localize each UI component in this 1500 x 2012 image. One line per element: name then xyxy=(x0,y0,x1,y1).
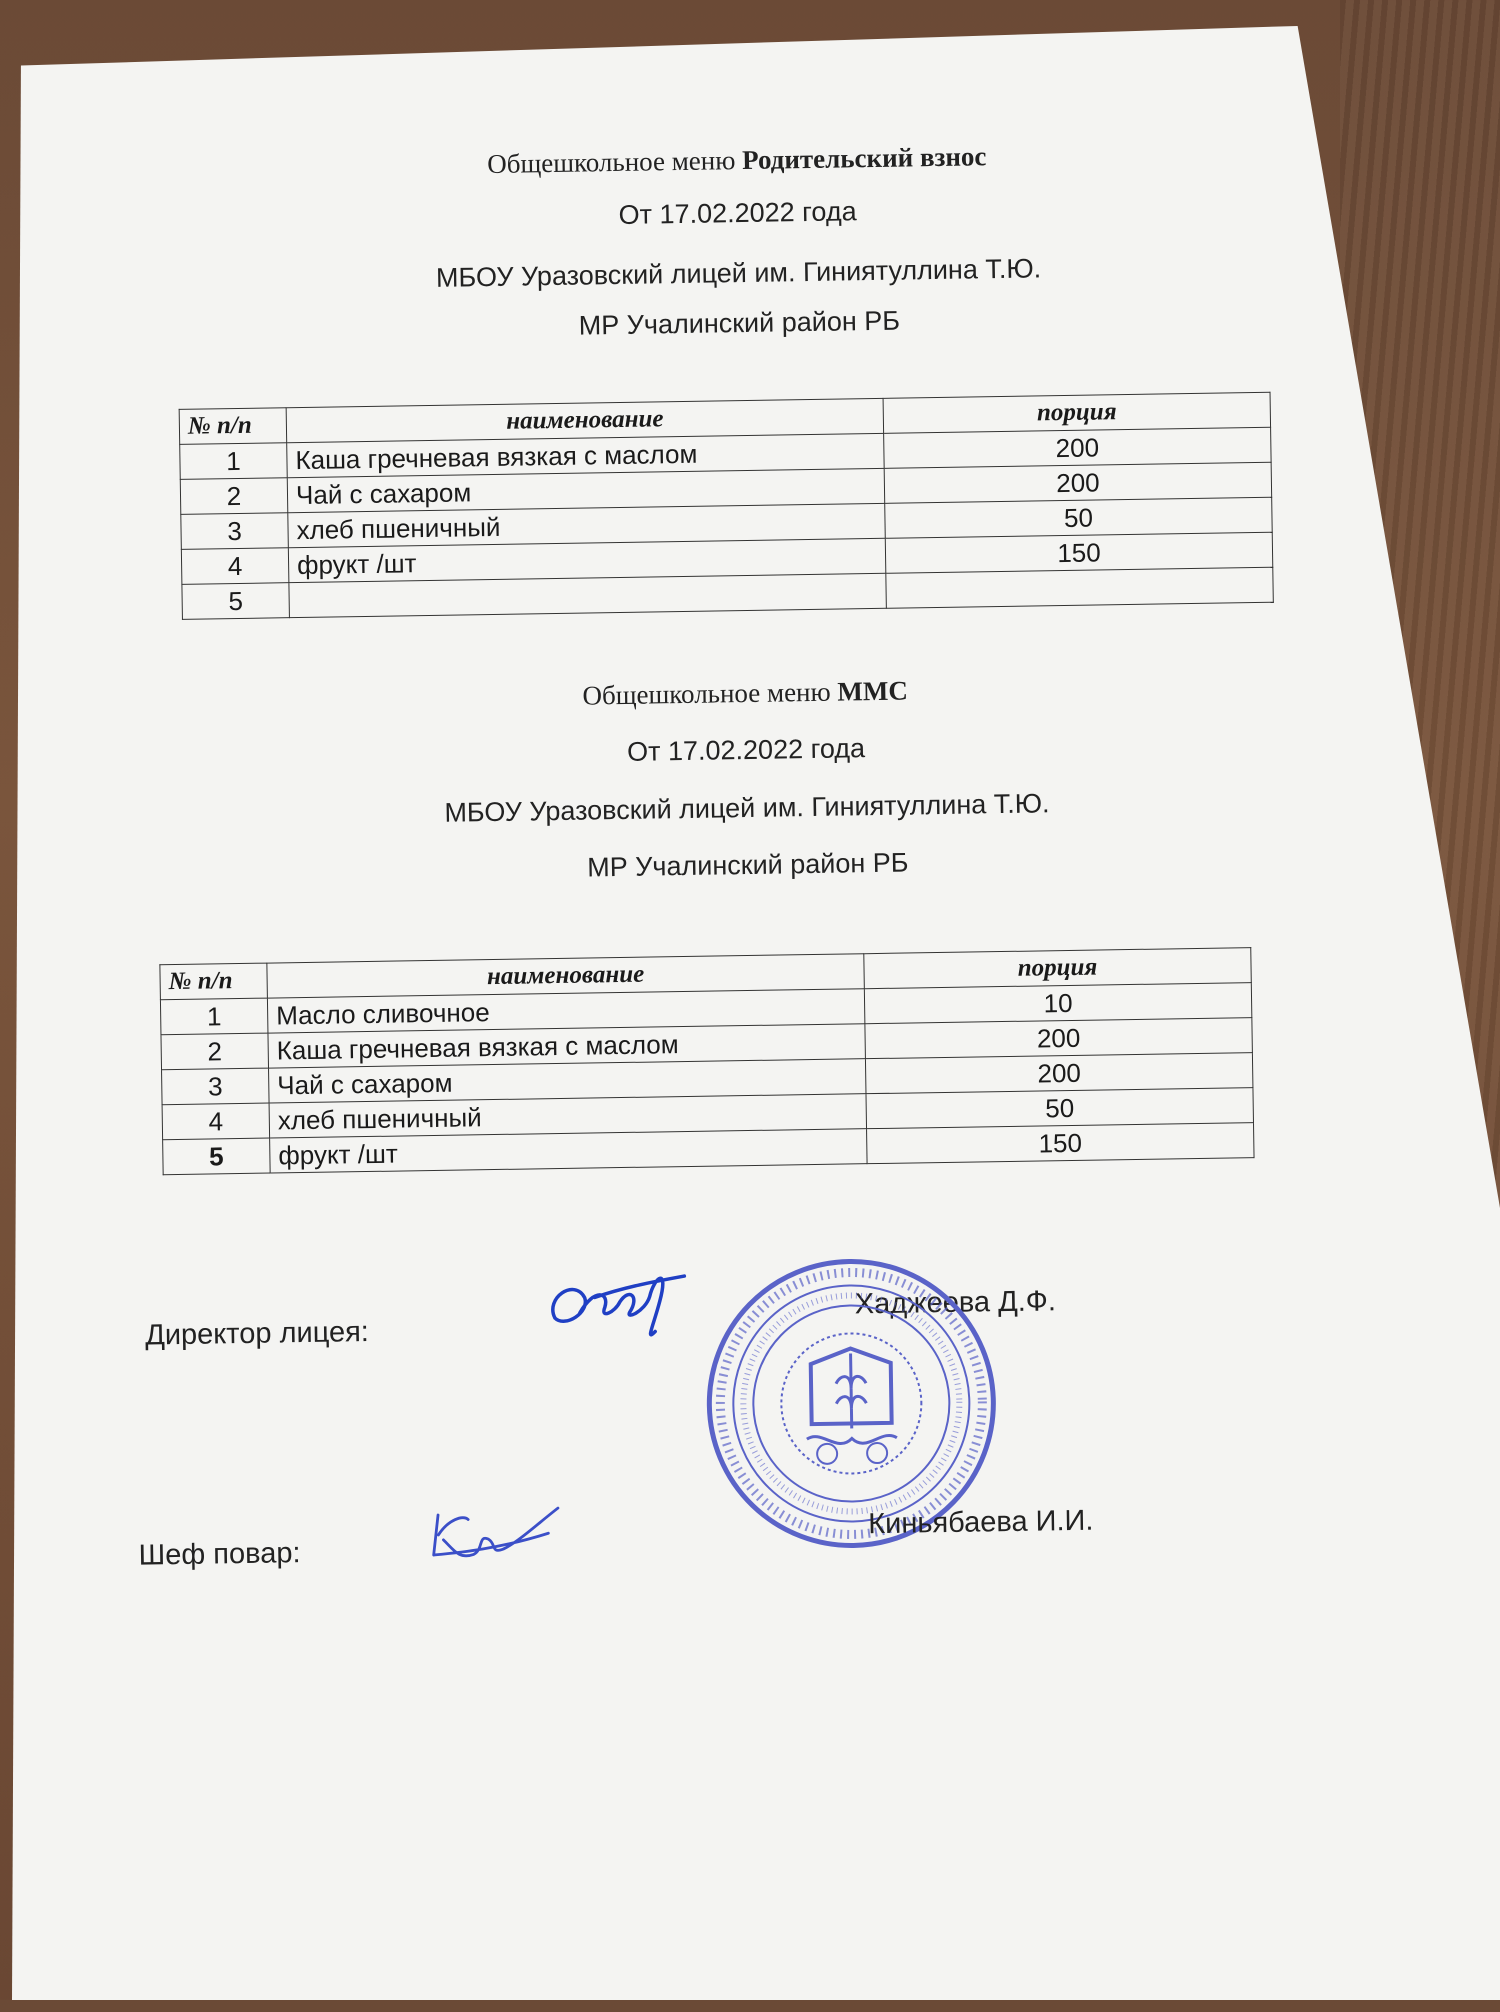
menu1-row1-num: 1 xyxy=(180,443,288,480)
menu2-row3-name: Чай с сахаром xyxy=(269,1059,866,1103)
menu2-row5-portion: 150 xyxy=(867,1123,1255,1164)
menu1-title-bold: Родительский взнос xyxy=(741,141,987,176)
menu2-row1-portion: 10 xyxy=(864,983,1252,1024)
menu2-header-portion: порция xyxy=(864,948,1252,989)
menu1-row2-num: 2 xyxy=(180,478,288,515)
menu1-row4-name: фрукт /шт xyxy=(288,538,885,582)
menu2-header-name: наименование xyxy=(267,954,864,998)
menu1-row1-name: Каша гречневая вязкая с маслом xyxy=(287,433,884,477)
menu1-row3-portion: 50 xyxy=(885,497,1273,538)
menu1-row4-num: 4 xyxy=(181,548,289,585)
menu2-row2-portion: 200 xyxy=(865,1018,1253,1059)
menu2-school: МБОУ Уразовский лицей им. Гиниятуллина Т.Ю. xyxy=(444,788,1050,828)
menu1-district: МР Учалинский район РБ xyxy=(578,305,901,341)
menu2-title-prefix: Общешкольное меню xyxy=(582,676,831,711)
menu1-header-num: № п/п xyxy=(179,408,287,445)
menu2-date: От 17.02.2022 года xyxy=(626,733,866,767)
menu2-title-bold: ММС xyxy=(837,675,909,707)
menu1-table xyxy=(179,392,1274,620)
menu2-header-num: № п/п xyxy=(160,963,268,1000)
menu2-row4-portion: 50 xyxy=(866,1088,1254,1129)
menu1-title-prefix: Общешкольное меню xyxy=(486,145,736,180)
menu1-header-name: наименование xyxy=(286,398,883,442)
menu2-row4-name: хлеб пшеничный xyxy=(269,1094,866,1138)
chef-label: Шеф повар: xyxy=(138,1537,301,1572)
menu1-row1-portion: 200 xyxy=(884,427,1272,468)
menu2-row2-num: 2 xyxy=(161,1033,269,1070)
menu2-row2-name: Каша гречневая вязкая с маслом xyxy=(268,1024,865,1068)
menu1-row2-portion: 200 xyxy=(884,462,1272,503)
menu1-row2-name: Чай с сахаром xyxy=(287,468,884,512)
menu1-header-portion: порция xyxy=(883,392,1271,433)
menu2-row1-num: 1 xyxy=(160,998,268,1035)
menu2-row4-num: 4 xyxy=(162,1103,270,1140)
menu2-title xyxy=(0,666,1495,721)
chef-signature xyxy=(418,1493,569,1575)
menu2-row5-num: 5 xyxy=(163,1138,271,1175)
director-label: Директор лицея: xyxy=(144,1316,370,1352)
menu1-title xyxy=(0,133,1487,188)
menu1-row3-name: хлеб пшеничный xyxy=(288,503,885,547)
director-name: Хаджеева Д.Ф. xyxy=(854,1285,1057,1321)
menu2-row3-portion: 200 xyxy=(865,1053,1253,1094)
menu2-row5-name: фрукт /шт xyxy=(270,1129,867,1173)
menu2-row1-name: Масло сливочное xyxy=(267,989,864,1033)
menu1-row5-num: 5 xyxy=(182,583,290,620)
menu1-date: От 17.02.2022 года xyxy=(618,196,857,230)
menu1-school: МБОУ Уразовский лицей им. Гиниятуллина Т.Ю. xyxy=(435,253,1042,293)
menu2-row3-num: 3 xyxy=(162,1068,270,1105)
chef-name: Киньябаева И.И. xyxy=(867,1504,1094,1541)
menu1-row4-portion: 150 xyxy=(885,532,1273,573)
menu1-row5-portion xyxy=(886,567,1274,608)
menu2-district: МР Учалинский район РБ xyxy=(587,847,909,883)
director-signature xyxy=(534,1256,695,1349)
menu2-table xyxy=(159,947,1254,1175)
menu1-row3-num: 3 xyxy=(181,513,289,550)
